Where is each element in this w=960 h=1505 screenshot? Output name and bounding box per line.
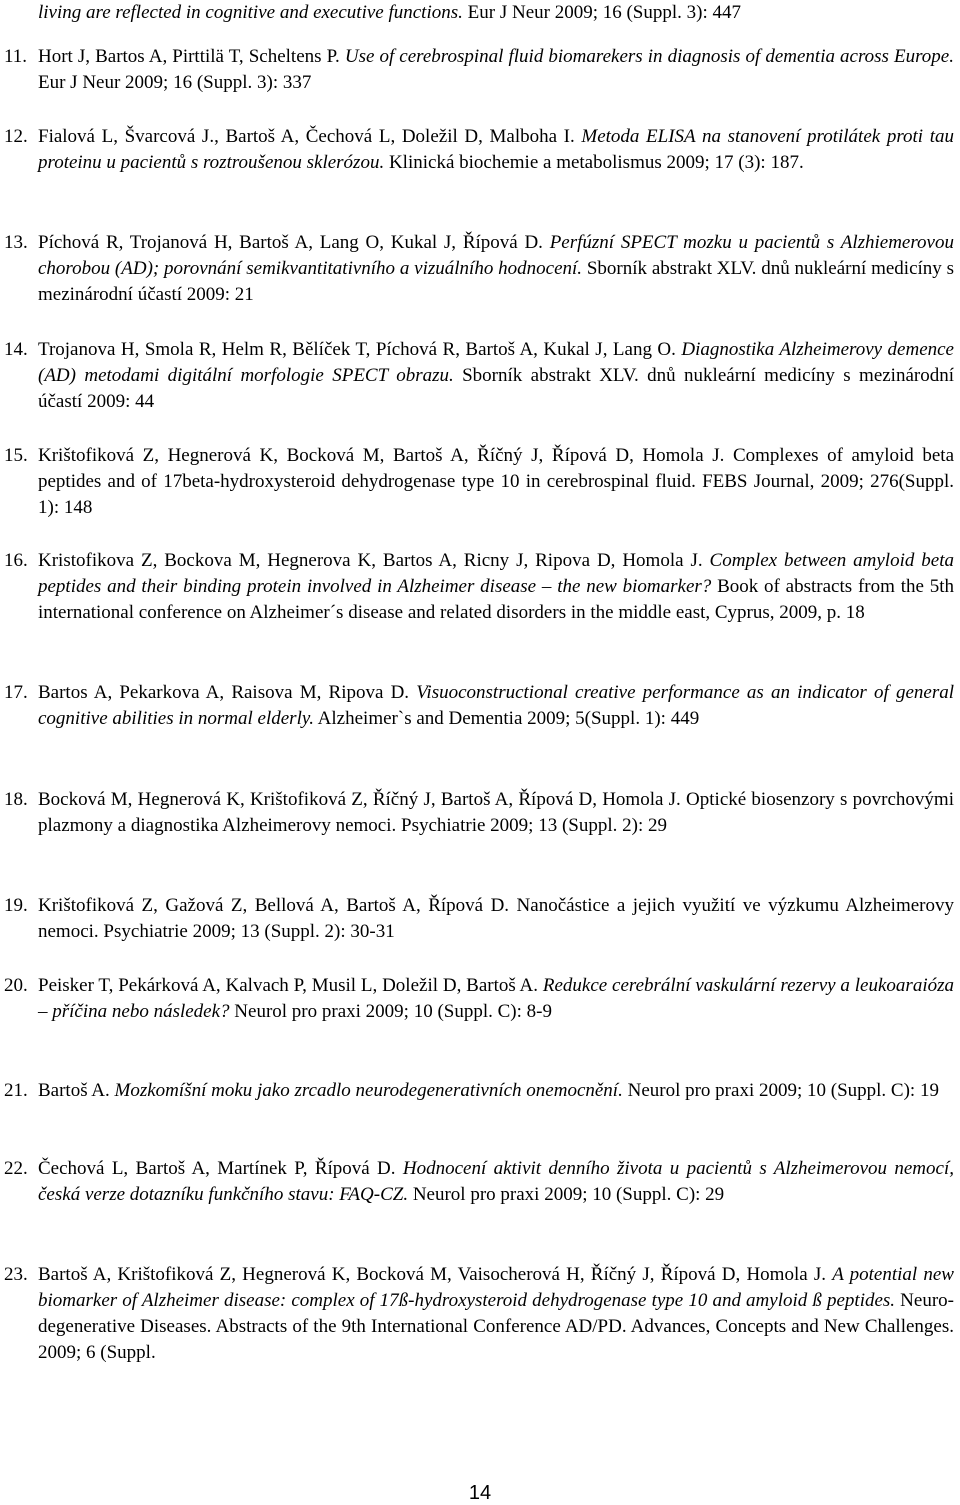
reference-source: Optické biosenzory s povrchovými plazmony a diagnostika Alzheimerovy nemoci. Psychiatrie 2009; 13 (Suppl. 2): 29 bbox=[38, 789, 954, 836]
reference-continuation bbox=[38, 0, 918, 26]
reference-number: 16. bbox=[4, 550, 28, 571]
reference-number: 19. bbox=[4, 895, 28, 916]
reference-title: Perfúzní SPECT mozku u pacientů s Alzhiemerovou chorobou (AD); porovnání semikvantitativního a vizuálního hodnocení. bbox=[38, 232, 954, 279]
reference-number: 15. bbox=[4, 445, 28, 466]
reference-item bbox=[4, 337, 954, 415]
reference-source: Neuro-degenerative Diseases. Abstracts of the 9th International Conference AD/PD. Advances, Concepts and New Challenges. 2009; 6 (Suppl. bbox=[38, 1290, 954, 1363]
reference-item bbox=[4, 680, 954, 732]
reference-title: Visuoconstructional creative performance as an indicator of general cognitive abilities in normal elderly. bbox=[38, 682, 954, 729]
reference-item bbox=[4, 230, 954, 308]
reference-authors: Bartoš A. bbox=[38, 1080, 115, 1101]
reference-title: Mozkomíšní moku jako zrcadlo neurodegenerativních onemocnění. bbox=[114, 1080, 623, 1101]
reference-number: 21. bbox=[4, 1080, 28, 1101]
reference-source: Alzheimer`s and Dementia 2009; 5(Suppl. 1): 449 bbox=[313, 708, 700, 729]
reference-source: Klinická biochemie a metabolismus 2009; 17 (3): 187. bbox=[384, 152, 804, 173]
reference-authors: Krištofiková Z, Gažová Z, Bellová A, Bartoš A, Řípová D. bbox=[38, 895, 517, 916]
reference-authors: Peisker T, Pekárková A, Kalvach P, Musil L, Doležil D, Bartoš A. bbox=[38, 975, 543, 996]
reference-number: 11. bbox=[4, 46, 28, 67]
reference-item bbox=[4, 1156, 954, 1208]
reference-number: 13. bbox=[4, 232, 28, 253]
reference-authors: Fialová L, Švarcová J., Bartoš A, Čechová L, Doležil D, Malboha I. bbox=[38, 126, 582, 147]
reference-source: Neurol pro praxi 2009; 10 (Suppl. C): 29 bbox=[408, 1184, 725, 1205]
reference-authors: Hort J, Bartos A, Pirttilä T, Scheltens P. bbox=[38, 46, 345, 67]
reference-source: Eur J Neur 2009; 16 (Suppl. 3): 447 bbox=[462, 2, 742, 23]
reference-source: Nanočástice a jejich využití ve výzkumu Alzheimerovy nemoci. Psychiatrie 2009; 13 (Suppl. 2): 30-31 bbox=[38, 895, 954, 942]
reference-number: 17. bbox=[4, 682, 28, 703]
reference-number: 20. bbox=[4, 975, 28, 996]
reference-item bbox=[4, 548, 954, 626]
reference-item bbox=[4, 1262, 954, 1366]
reference-title: A potential new biomarker of Alzheimer disease: complex of 17ß-hydroxysteroid dehydrogenase type 10 and amyloid ß peptides. bbox=[38, 1264, 954, 1311]
reference-title: Diagnostika Alzheimerovy demence (AD) metodami digitální morfologie SPECT obrazu. bbox=[38, 339, 954, 386]
reference-number: 23. bbox=[4, 1264, 28, 1285]
reference-title: Hodnocení aktivit denního života u pacientů s Alzheimerovou nemocí, česká verze dotazníku funkčního stavu: FAQ-CZ. bbox=[38, 1158, 954, 1205]
reference-source: Neurol pro praxi 2009; 10 (Suppl. C): 19 bbox=[622, 1080, 939, 1101]
reference-item bbox=[4, 973, 954, 1025]
reference-source: Neurol pro praxi 2009; 10 (Suppl. C): 8-9 bbox=[229, 1001, 552, 1022]
reference-authors: Čechová L, Bartoš A, Martínek P, Řípová D. bbox=[38, 1158, 403, 1179]
reference-title: Redukce cerebrální vaskulární rezervy a leukoaraióza – příčina nebo následek? bbox=[38, 975, 954, 1022]
reference-number: 12. bbox=[4, 126, 28, 147]
page-number: 14 bbox=[468, 1482, 492, 1504]
reference-source: Sborník abstrakt XLV. dnů nukleární medicíny s mezinárodní účastí 2009: 44 bbox=[38, 365, 954, 412]
reference-source: Complexes of amyloid beta peptides and of 17beta-hydroxysteroid dehydrogenase type 10 in cerebrospinal fluid. FEBS Journal, 2009; 276(Suppl. 1): 148 bbox=[38, 445, 954, 518]
reference-title: Use of cerebrospinal fluid biomarekers in diagnosis of dementia across Europe. bbox=[344, 46, 954, 67]
reference-source: Sborník abstrakt XLV. dnů nukleární medicíny s mezinárodní účastí 2009: 21 bbox=[38, 258, 954, 305]
reference-title: living are reflected in cognitive and executive functions. bbox=[38, 2, 463, 23]
reference-authors: Píchová R, Trojanová H, Bartoš A, Lang O, Kukal J, Řípová D. bbox=[38, 232, 550, 253]
reference-number: 14. bbox=[4, 339, 28, 360]
reference-number: 22. bbox=[4, 1158, 28, 1179]
reference-authors: Bartoš A, Krištofiková Z, Hegnerová K, Bocková M, Vaisocherová H, Říčný J, Řípová D, Homola J. bbox=[38, 1264, 833, 1285]
reference-item bbox=[4, 124, 954, 176]
reference-item bbox=[4, 443, 954, 521]
reference-source: Book of abstracts from the 5th international conference on Alzheimer´s disease and related disorders in the middle east, Cyprus, 2009, p. 18 bbox=[38, 576, 954, 623]
reference-item bbox=[4, 1078, 954, 1104]
reference-authors: Trojanova H, Smola R, Helm R, Bělíček T, Píchová R, Bartoš A, Kukal J, Lang O. bbox=[38, 339, 682, 360]
reference-item bbox=[4, 893, 954, 945]
reference-authors: Krištofiková Z, Hegnerová K, Bocková M, Bartoš A, Říčný J, Řípová D, Homola J. bbox=[38, 445, 733, 466]
reference-title: Complex between amyloid beta peptides and their binding protein involved in Alzheimer disease – the new biomarker? bbox=[38, 550, 954, 597]
reference-authors: Bocková M, Hegnerová K, Krištofiková Z, Říčný J, Bartoš A, Řípová D, Homola J. bbox=[38, 789, 687, 810]
reference-authors: Bartos A, Pekarkova A, Raisova M, Ripova D. bbox=[38, 682, 417, 703]
reference-item bbox=[4, 787, 954, 839]
reference-number: 18. bbox=[4, 789, 28, 810]
reference-source: Eur J Neur 2009; 16 (Suppl. 3): 337 bbox=[38, 72, 312, 93]
reference-item bbox=[4, 44, 954, 96]
reference-authors: Kristofikova Z, Bockova M, Hegnerova K, Bartos A, Ricny J, Ripova D, Homola J. bbox=[38, 550, 710, 571]
reference-title: Metoda ELISA na stanovení protilátek proti tau proteinu u pacientů s roztroušenou sklerózou. bbox=[38, 126, 954, 173]
